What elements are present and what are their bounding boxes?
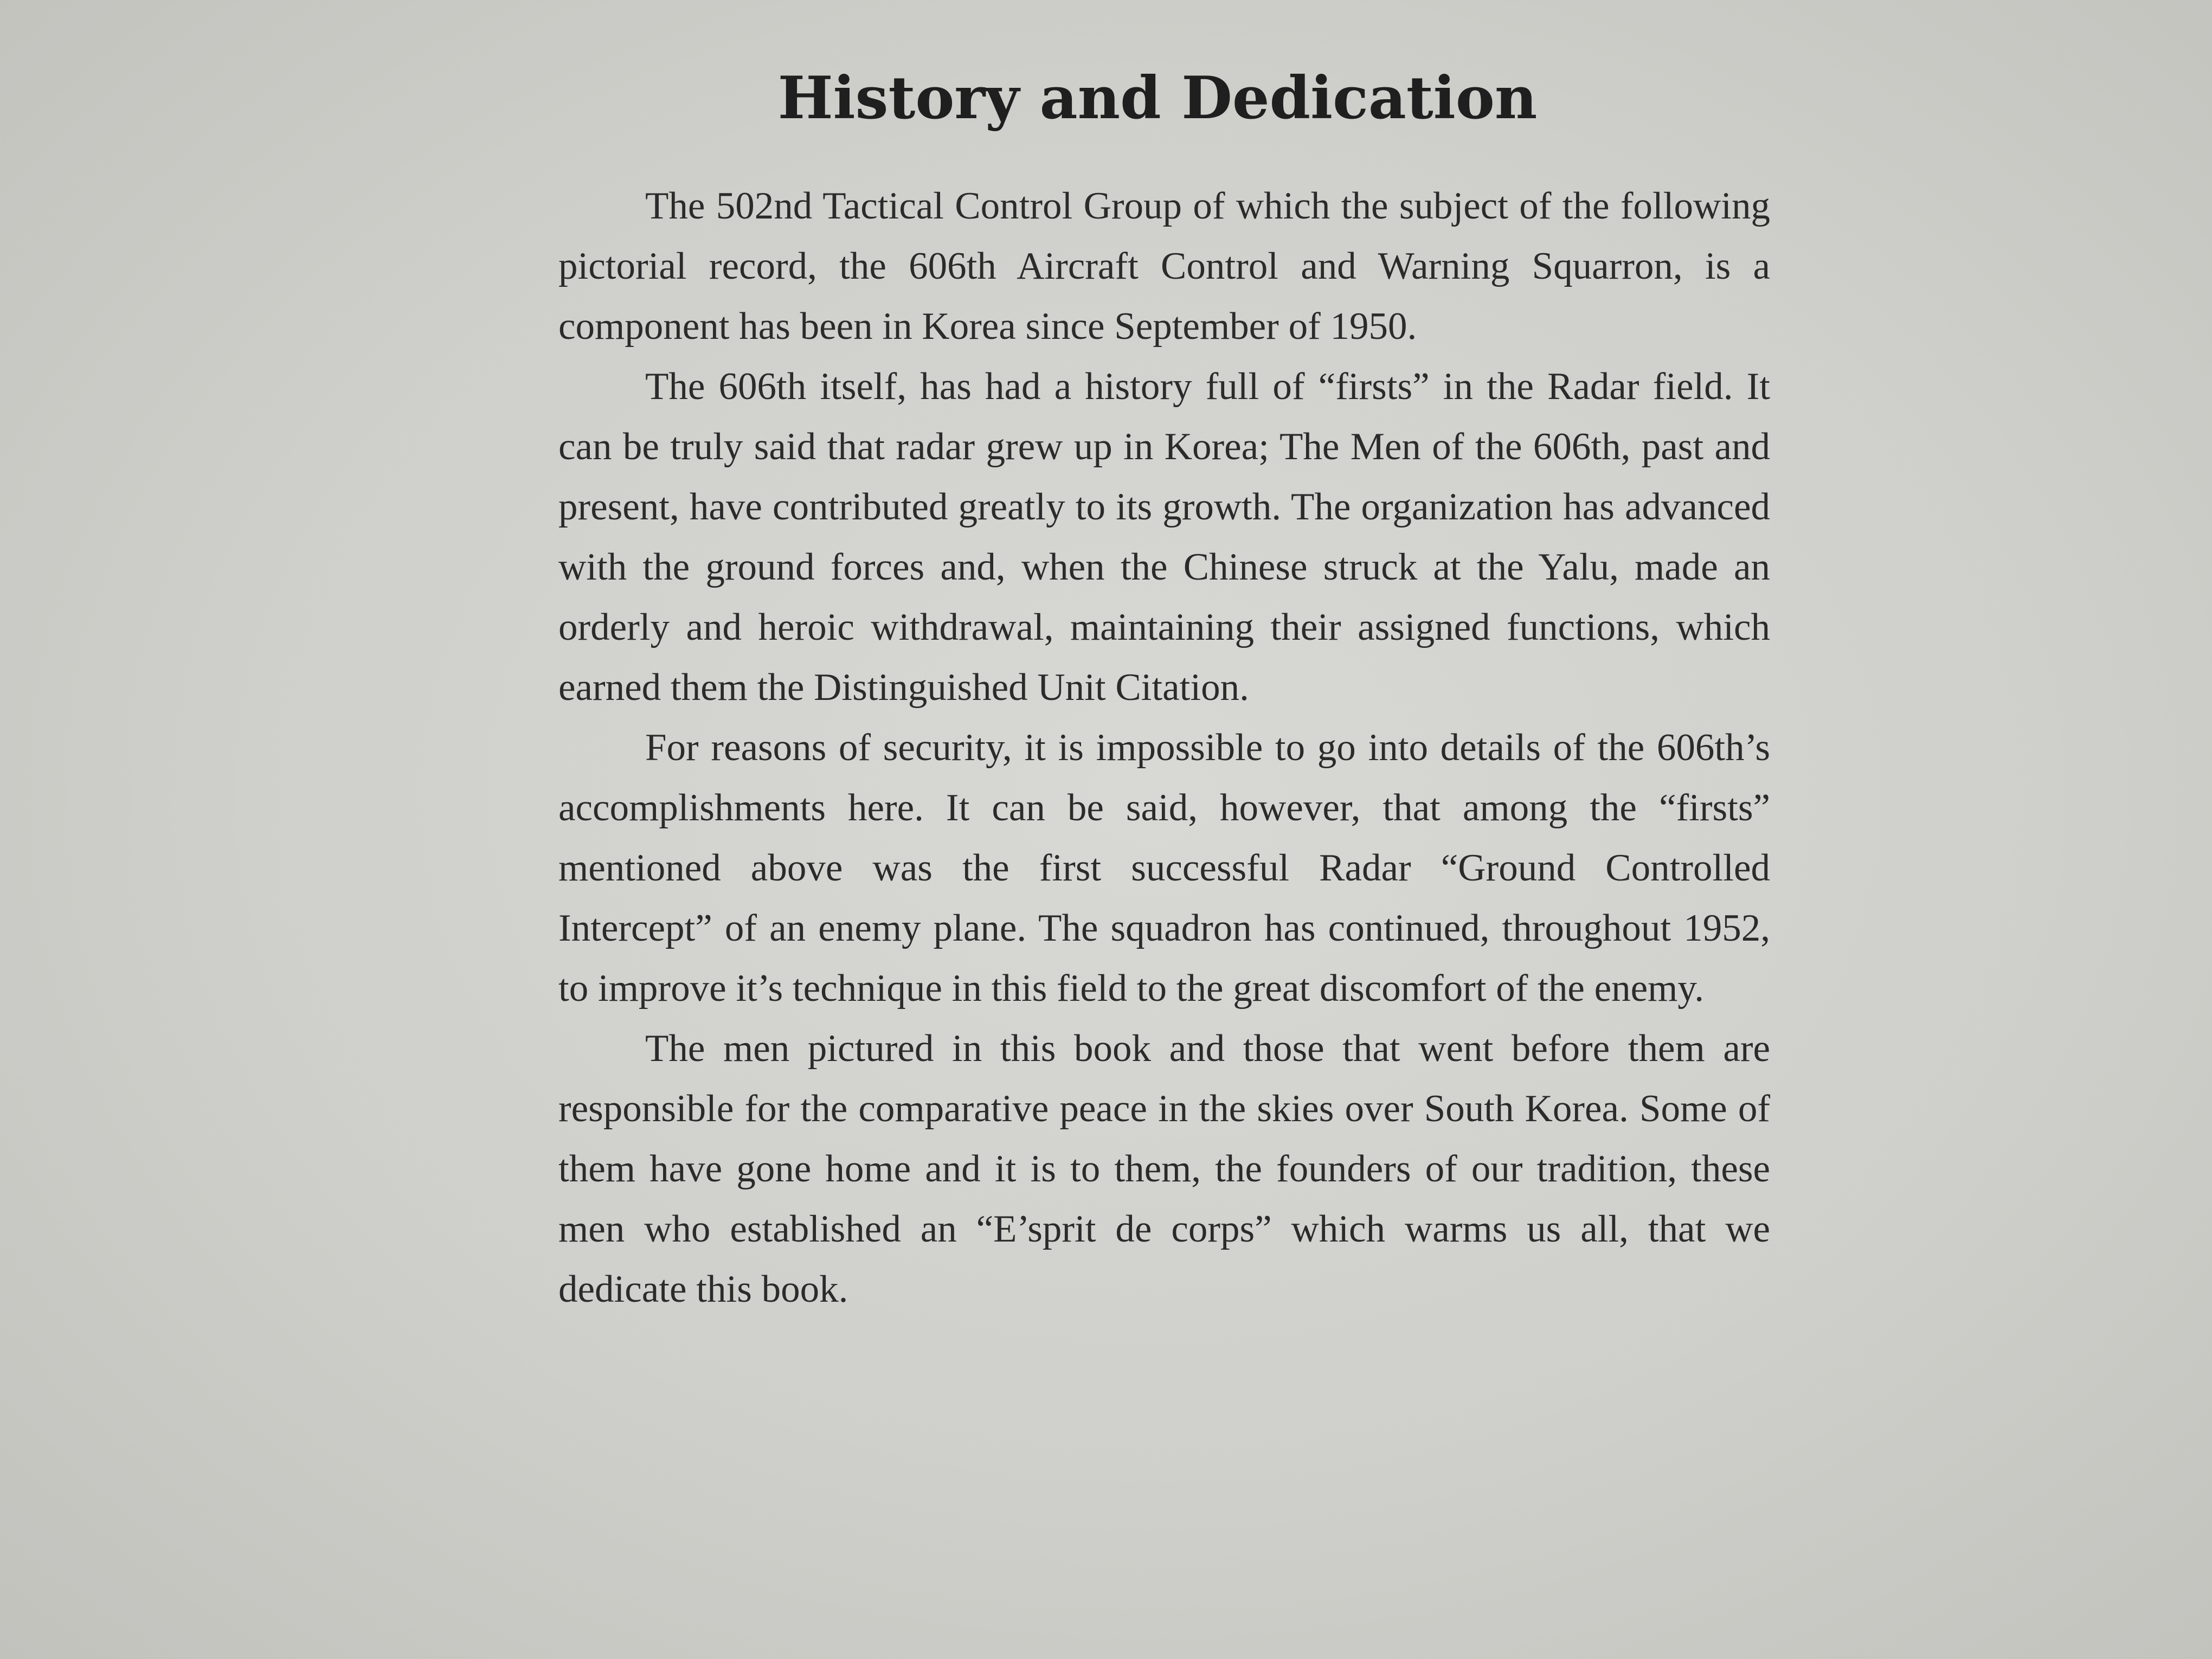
paragraph-radar-firsts: The 606th itself, has had a history full of “firsts” in the Radar field. It can be truly said that radar grew up in Korea; The Men of the 606th, past and present, have contributed greatly to its growth. The organization has advanced with the ground forces and, when the Chinese struck at the Yalu, made an orderly and heroic withdrawal, maintaining their assigned functions, which earned them the Distinguished Unit Citation. — [558, 365, 1770, 709]
paragraph-group-history: The 502nd Tactical Control Group of which the subject of the following pictorial record, the 606th Aircraft Control and Warning Squarron, is a component has been in Korea since September of 1950. — [558, 185, 1770, 348]
page-title: History and Dedication — [777, 64, 1538, 132]
paragraph-dedication: The men pictured in this book and those that went before them are responsible for the comparative peace in the skies over South Korea. Some of them have gone home and it is to them, the founders of our tradition, these men who established an “E’sprit de corps” which warms us all, that we dedicate this book. — [558, 1027, 1770, 1310]
paragraph-security: For reasons of security, it is impossible to go into details of the 606th’s accomplishments here. It can be said, however, that among the “firsts” mentioned above was the first successful Radar “Ground Controlled Intercept” of an enemy plane. The squadron has continued, throughout 1952, to improve it’s technique in this field to the great discomfort of the enemy. — [558, 726, 1770, 1009]
body-text — [558, 176, 1770, 1320]
